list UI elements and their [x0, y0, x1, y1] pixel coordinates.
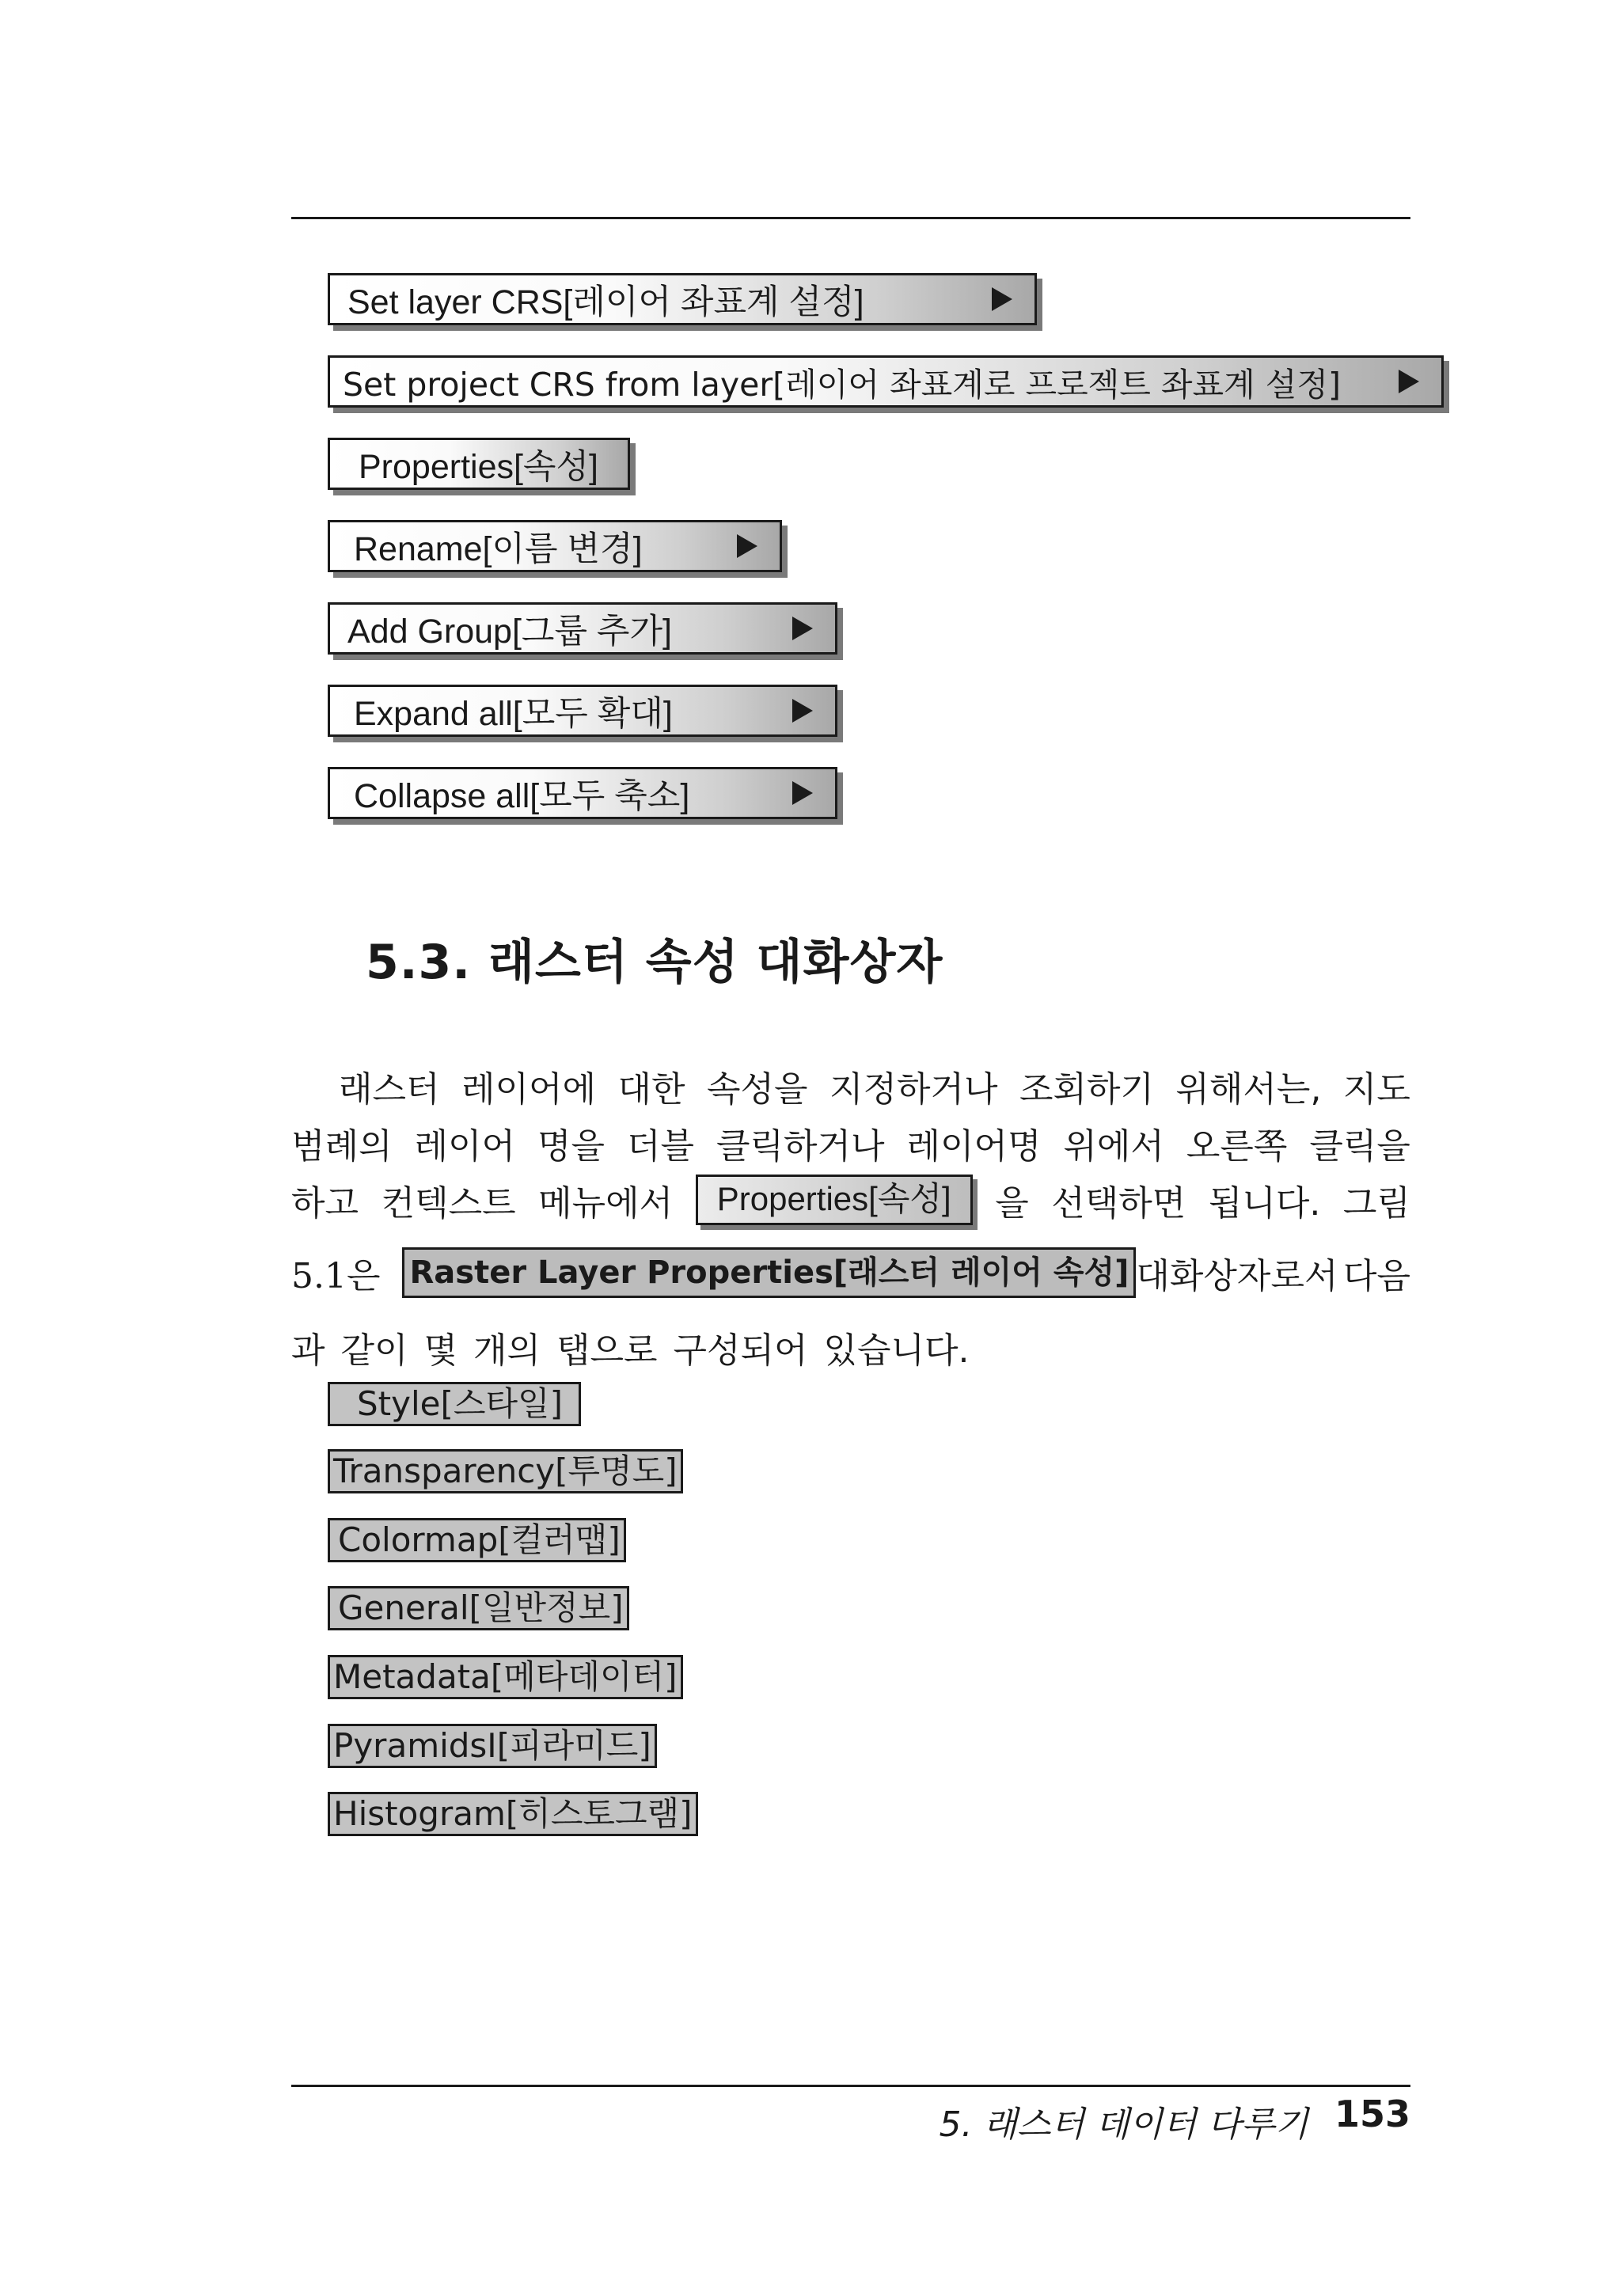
- word: 하고: [291, 1183, 359, 1224]
- word: 그림: [1342, 1183, 1410, 1224]
- tab-metadata[interactable]: Metadata[메타데이터]: [328, 1655, 683, 1699]
- word: 래스터: [339, 1069, 440, 1110]
- menu-item-label: Expand all[모두 확대]: [354, 694, 673, 733]
- menu-item-set-project-crs[interactable]: [328, 355, 1444, 408]
- word: 됩니다.: [1208, 1183, 1321, 1224]
- word: 범례의: [291, 1126, 393, 1167]
- menu-item-expand-all[interactable]: [328, 685, 837, 737]
- paragraph-line-1: [291, 1061, 1410, 1111]
- word: 더블: [626, 1126, 694, 1167]
- tab-colormap[interactable]: Colormap[컬러맵]: [328, 1518, 626, 1562]
- menu-item-label: Properties[속성]: [359, 447, 598, 486]
- word: 레이어: [414, 1126, 515, 1167]
- menu-item-properties[interactable]: [328, 438, 630, 490]
- menu-item-label: Rename[이름 변경]: [354, 529, 643, 568]
- paragraph-line-5: 과 같이 몇 개의 탭으로 구성되어 있습니다.: [291, 1330, 970, 1371]
- menu-item-add-group[interactable]: [328, 602, 837, 655]
- tab-general[interactable]: General[일반정보]: [328, 1586, 629, 1630]
- tab-style[interactable]: Style[스타일]: [328, 1382, 581, 1426]
- menu-item-rename[interactable]: [328, 520, 782, 572]
- word: 오른쪽: [1186, 1126, 1288, 1167]
- word: 레이어명: [906, 1126, 1042, 1167]
- word: 대화상자로서: [1136, 1256, 1338, 1296]
- footer-chapter-title: 5. 래스터 데이터 다루기: [939, 2104, 1308, 2145]
- menu-item-label: Collapse all[모두 축소]: [354, 776, 690, 815]
- submenu-arrow-icon: [792, 699, 813, 723]
- section-heading: 5.3. 래스터 속성 대화상자: [366, 935, 943, 990]
- word: 지정하거나: [829, 1069, 998, 1110]
- word: 을: [995, 1183, 1029, 1224]
- page-number: 153: [1334, 2093, 1410, 2135]
- submenu-arrow-icon: [792, 617, 813, 640]
- word: 클릭하거나: [716, 1126, 885, 1167]
- submenu-arrow-icon: [992, 287, 1012, 311]
- submenu-arrow-icon: [1399, 370, 1419, 393]
- word: 조회하기: [1019, 1069, 1154, 1110]
- paragraph-line-2: [291, 1118, 1410, 1168]
- submenu-arrow-icon: [792, 781, 813, 805]
- tab-transparency[interactable]: Transparency[투명도]: [328, 1449, 683, 1493]
- word: 대한: [617, 1069, 685, 1110]
- footer-rule: [291, 2085, 1410, 2087]
- word: 명을: [537, 1126, 605, 1167]
- word: 지도: [1342, 1069, 1410, 1110]
- submenu-arrow-icon: [737, 534, 757, 558]
- menu-item-label: Set layer CRS[레이어 좌표계 설정]: [347, 283, 864, 321]
- menu-item-collapse-all[interactable]: [328, 767, 837, 819]
- tab-pyramids[interactable]: PyramidsI[피라미드]: [328, 1724, 657, 1768]
- word: 선택하면: [1051, 1183, 1186, 1224]
- top-rule: [291, 217, 1410, 219]
- word: 5.1은: [291, 1256, 381, 1296]
- word: 다음: [1342, 1256, 1410, 1296]
- tab-histogram[interactable]: Histogram[히스토그램]: [328, 1792, 698, 1836]
- menu-item-label: Set project CRS from layer[레이어 좌표계로 프로젝트 좌표계 설정]: [343, 365, 1341, 404]
- menu-item-label: Add Group[그룹 추가]: [347, 612, 672, 651]
- properties-inline-button[interactable]: Properties[속성]: [696, 1175, 973, 1225]
- menu-item-set-layer-crs[interactable]: [328, 273, 1037, 325]
- word: 컨텍스트: [381, 1183, 516, 1224]
- raster-layer-properties-inline-button[interactable]: Raster Layer Properties[래스터 레이어 속성]: [402, 1247, 1136, 1298]
- paragraph-line-4: [291, 1247, 1410, 1298]
- paragraph-line-3: [291, 1175, 1410, 1225]
- word: 위에서: [1063, 1126, 1164, 1167]
- word: 레이어에: [461, 1069, 596, 1110]
- word: 메뉴에서: [538, 1183, 674, 1224]
- word: 위해서는,: [1175, 1069, 1322, 1110]
- word: 속성을: [706, 1069, 808, 1110]
- word: 클릭을: [1309, 1126, 1410, 1167]
